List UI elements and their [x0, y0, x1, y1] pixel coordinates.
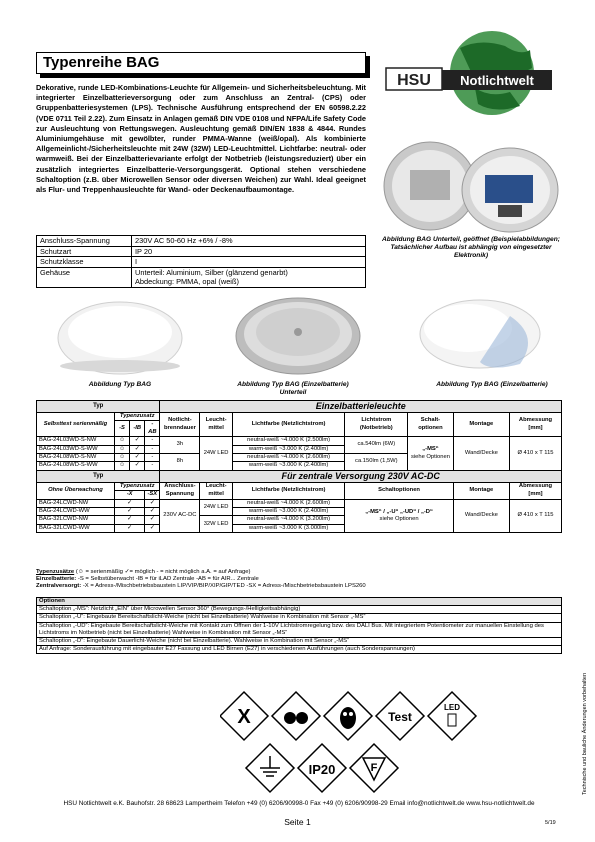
option-row: Schaltoption „-MS“: Netzlicht „EIN“ über Microwellen Sensor 360° (Bewegungs-/Helligkeitsabhängig): [37, 606, 562, 614]
svg-text:Test: Test: [388, 710, 412, 724]
spec-row: Anschluss-Spannung 230V AC 50-60 Hz +6% / -8%: [37, 236, 366, 247]
footer-address: HSU Notlichtwelt e.K. Bauhofstr. 28 68623 Lampertheim Telefon +49 (0) 6206/90998-0 Fax +49 (0) 6206/90998-29 Email info@notlichtwelt.de www.hsu-notlichtwelt.de: [63, 800, 535, 807]
spec-table: [36, 235, 366, 288]
svg-text:F: F: [370, 762, 378, 774]
svg-text:HSU: HSU: [397, 72, 431, 89]
option-row: Auf Anfrage: Sonderausführung mit eingebauter E27 Fassung und LED Birnen (E27) in verschiedenen Ausführungen (auch Sonderspannungen): [37, 646, 562, 654]
svg-text:IP20: IP20: [308, 762, 336, 777]
svg-text:Notlichtwelt: Notlichtwelt: [460, 73, 534, 88]
spec-row: Schutzart IP 20: [37, 246, 366, 257]
hsu-logo: [380, 28, 560, 118]
table-row: BAG-24L08WD-S-NW ☺ ✓ - 8h neutral-weiß ~4.000 K (2.600lm) ca.150lm (1,5W): [37, 454, 562, 462]
table-row: BAG-32LCWD-NW ✓ ✓ 32W LED neutral-weiß ~4.000 K (3.200lm): [37, 516, 562, 524]
product-table: Typ Einzelbatterieleuchte Selbsttest serienmäßig Typenzusatz Notlicht-brenndauer Leucht-mittel Lichtfarbe (Netzlichtstrom) Lichtstrom (Notbetrieb) Schalt-optionen Montage Abmessung [mm] -S -IB -AB BAG-24L03WD-S-NW ☺ ✓ - 3h 24W LED neutral-weiß ~4.000 K (2.500lm) ca.540lm (6W) „-MS“ siehe Optionen Wand/Decke Ø 410 x T 115 BAG-24L03WD-S-WW ☺ ✓ - warm-weiß ~3.000 K (2.400lm) BAG-24L08WD-S-NW ☺ ✓ - 8h neutral-weiß ~4.000 K (2.600lm) ca.150lm (1,5W) BAG-24L08WD-S-WW ☺ ✓ - warm-weiß ~3.000 K (2.400lm) Typ Für zentrale Versorgung 230V AC-DC Ohne Überwachung Typenzusatz Anschluss-Spannung Leucht-mittel Lichtfarbe (Netzlichtstrom) Schaltoptionen Montage Abmessung [mm] -X -SX BAG-24LCWD-NW ✓ ✓ 230V AC-DC 24W LED neutral-weiß ~4.000 K (2.600lm) „-MS“ / „-U“ „-UD“ / „-D“ siehe Optionen Wand/Decke Ø 410 x T 115 BAG-24LCWD-WW ✓ ✓ warm-weiß ~3.000 K (2.400lm) BAG-32LCWD-NW ✓ ✓ 32W LED neutral-weiß ~4.000 K (3.200lm) BAG-32LCWD-WW ✓ ✓ warm-weiß ~3.000 K (3.000lm): [36, 400, 562, 533]
led-sign-icon: [428, 692, 476, 740]
no-x-sign-icon: [220, 692, 268, 740]
spec-row: Gehäuse Unterteil: Aluminium, Silber (glänzend genarbt) Abdeckung: PMMA, opal (weiß): [37, 267, 366, 287]
option-row: Schaltoption „-U“: Eingebaute Bereitschaftslicht-Weiche (nicht bei Einzelbatterie) Wahlweise in Kombination mit Sensor „-MS“: [37, 614, 562, 622]
section-zentral: Für zentrale Versorgung 230V AC-DC: [160, 470, 562, 482]
side-note: Technische und bauliche Änderungen vorbehalten: [582, 672, 588, 795]
caption-bag-battery-base: Abbildung Typ BAG (Einzelbatterie) Unterteil: [237, 381, 349, 396]
f-mark-sign-icon: [350, 744, 398, 792]
option-row: Schaltoption „-UD“: Eingebaute Bereitschaftslicht-Weiche mit Kontakt zum Öffnen der 1-10V Lichtstromregelung bzw. des DALI Bus. Mit integriertem Potentiometer zur manuellen Einstellung des Lichtstroms im Notbetrieb (nicht bei Einzelbatterie) Wahlweise in Kombination mit Sensor „-MS“: [37, 622, 562, 637]
spec-row: Schutzklasse I: [37, 257, 366, 268]
table-row: BAG-24LCWD-WW ✓ ✓ warm-weiß ~3.000 K (2.400lm): [37, 508, 562, 516]
intro-text: Dekorative, runde LED-Kombinations-Leuchte für Allgemein- und Sicherheitsbeleuchtung. Mit integrierter Einzelbatterieversorgung oder zum Anschluss an Zentral- (CPS) oder Gruppenbatteriesystemen (LPS). Technische Ausführung entsprechend der EN 60598.2.22 (VDE 0711 Teil 2.22). Zum Einsatz in Anlagen gemäß DIN VDE 0108 und NFPA/Life Safety Code zur Ausleuchtung von Rettungswegen. Ausleuchtung gemäß DIN/EN 1838 & 4844. Rundes Aluminiumgehäuse mit gewölbter, runder PMMA-Wanne (weiß/opal). Als kombinierte Allgemeinlicht-/Sicherheitsleuchte mit 24W (32W) LED-Leuchtmittel. Lichtfarbe: neutral- oder warmweiß. Bei der Einzelbatterievariante erfolgt der Notbetrieb (leistungsreduziert) über ein zusätzlich integriertes Einzelbatterie-Versorgungsgerät. Optional stehen verschiedene Schaltoption (z.B. über Microwellen Sensor oder diversen Weichen) zur Wahl. Ideal geeignet als Flur- und Treppenhausleuchte für Wand- oder Deckenaufbaumontage.: [36, 83, 366, 195]
binoculars-sign-icon: [272, 692, 320, 740]
page-title: Typenreihe BAG: [36, 52, 366, 74]
option-row: Schaltoption „-D“: Eingebaute Dauerlicht-Weiche (nicht bei Einzelbatterie). Wahlweise in Kombination mit Sensor „-MS“: [37, 638, 562, 646]
section-einzelbatterie: Einzelbatterieleuchte: [160, 401, 562, 413]
table-row: BAG-24LCWD-NW ✓ ✓ 230V AC-DC 24W LED neutral-weiß ~4.000 K (2.600lm) „-MS“ / „-U“ „-UD“ / „-D“ siehe Optionen Wand/Decke Ø 410 x T 115: [37, 499, 562, 507]
table-row: BAG-24L03WD-S-NW ☺ ✓ - 3h 24W LED neutral-weiß ~4.000 K (2.500lm) ca.540lm (6W) „-MS“ siehe Optionen Wand/Decke Ø 410 x T 115: [37, 437, 562, 445]
legend-notes: Typenzusätze (☺ = serienmäßig ✓= möglich - = nicht möglich a.A. = auf Anfrage) Einzelbatterie: -S = Selbstüberwacht -IB = für iLAD Zentrale -AB = für AIR... Zentrale Zentralversorgt: -X = Adress-/Mischbetriebsbaustein LIP/VIP/BIP/XIP/GIP/TED -SX = Adress-/Mischbetriebsbaustein LPS260: [36, 569, 366, 590]
lamp-opened-photo: [380, 140, 562, 234]
caption-bag-battery: Abbildung Typ BAG (Einzelbatterie): [436, 381, 548, 388]
options-table: Optionen Schaltoption „-MS“: Netzlicht „EIN“ über Microwellen Sensor 360° (Bewegungs-/Helligkeitsabhängig) Schaltoption „-U“: Eingebaute Bereitschaftslicht-Weiche (nicht bei Einzelbatterie) Wahlweise in Kombination mit Sensor „-MS“ Schaltoption „-UD“: Eingebaute Bereitschaftslicht-Weiche mit Kontakt zum Öffnen der 1-10V Lichtstromregelung bzw. des DALI Bus. Mit integriertem Potentiometer zur manuellen Einstellung des Lichtstroms im Notbetrieb (nicht bei Einzelbatterie) Wahlweise in Kombination mit Sensor „-MS“ Schaltoption „-D“: Eingebaute Dauerlicht-Weiche (nicht bei Einzelbatterie). Wahlweise in Kombination mit Sensor „-MS“ Auf Anfrage: Sonderausführung mit eingebauter E27 Fassung und LED Birnen (E27) in verschiedenen Ausführungen (auch Sonderspannungen): [36, 597, 562, 654]
date-code: 5/19: [545, 820, 556, 826]
caption-bag: Abbildung Typ BAG: [88, 381, 152, 388]
svg-text:X: X: [237, 706, 251, 728]
test-sign-icon: [376, 692, 424, 740]
table-row: BAG-24L08WD-S-WW ☺ ✓ - warm-weiß ~3.000 K (2.400lm): [37, 462, 562, 470]
owl-sign-icon: [324, 692, 372, 740]
svg-text:LED: LED: [444, 703, 460, 712]
product-photos: [50, 296, 570, 376]
ip20-sign-icon: [298, 744, 346, 792]
table-row: BAG-32LCWD-WW ✓ ✓ warm-weiß ~3.000 K (3.000lm): [37, 524, 562, 532]
certification-signs: [220, 686, 540, 796]
table-row: BAG-24L03WD-S-WW ☺ ✓ - warm-weiß ~3.000 K (2.400lm): [37, 445, 562, 453]
page-number: Seite 1: [284, 817, 311, 827]
ground-sign-icon: [246, 744, 294, 792]
caption-opened: Abbildung BAG Unterteil, geöffnet (Beispielabbildungen; Tatsächlicher Aufbau ist abhängig von eingesetzter Elektronik): [382, 236, 560, 259]
